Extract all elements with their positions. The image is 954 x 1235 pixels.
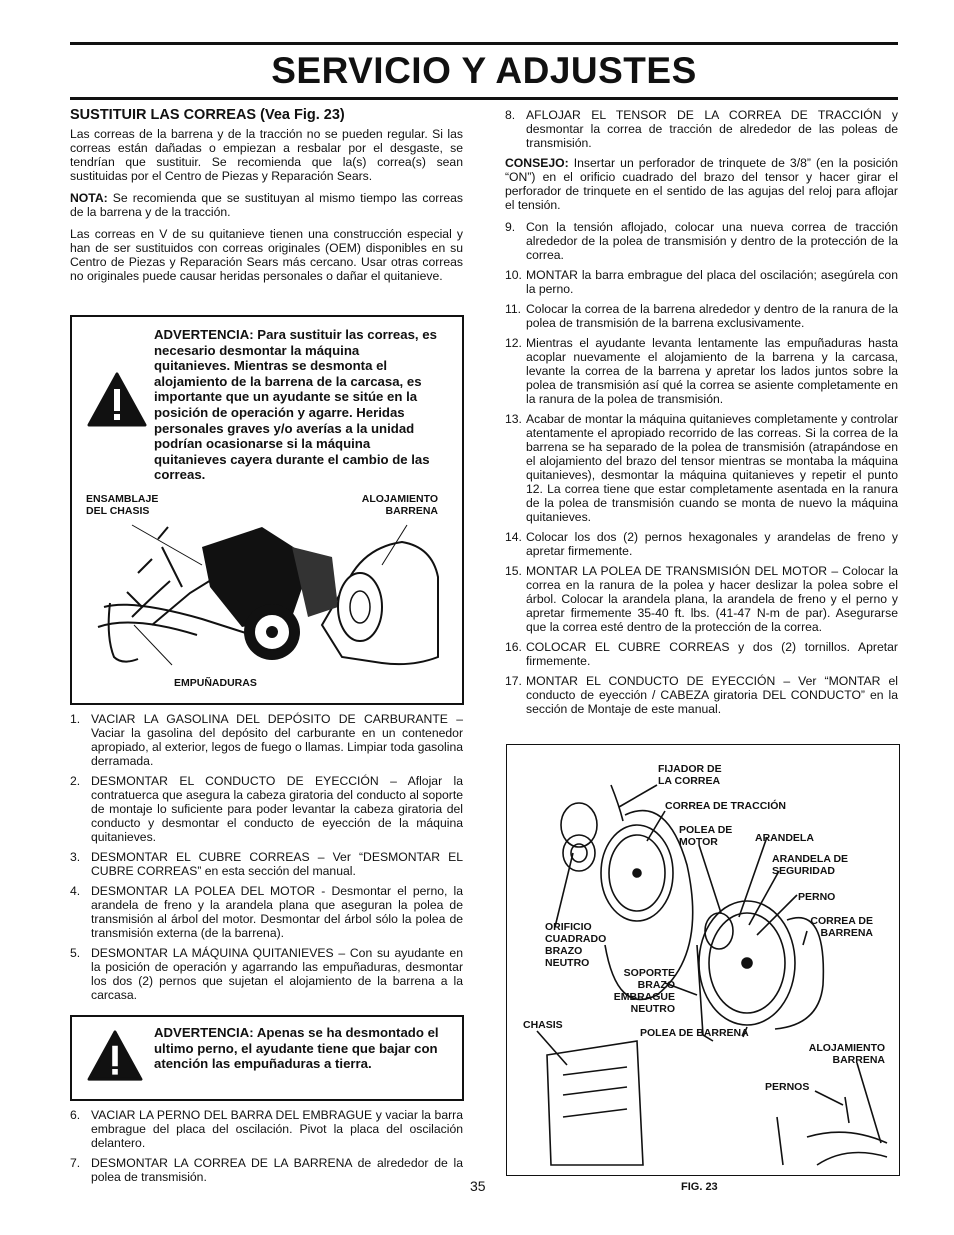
label-alojamiento-barrena: ALOJAMIENTO BARRENA (361, 493, 438, 517)
step-text: y desmontar la correa de tracción de alrededor de las poleas de transmisión. (526, 108, 898, 150)
step-text: Acabar de montar la máquina quitanieves completamente y controlar atentamente el apropiado recorrido de las correas. Si la correa de la barrena se ha separado de la polea de transmisión (atrapándose en el alojamiento del brazo del tensor mientras se montaba la máquina quitanieves), desmontar la máquina quitanieves y repetir el punto 12. La correa tiene que estar completamente asentada en la ranura de la polea de transmisión cuando se monta de nuevo la máquina quitanieves. (526, 412, 898, 524)
step-item (70, 850, 463, 878)
step-item (505, 640, 898, 668)
step-item (505, 564, 898, 634)
title-underline (70, 97, 898, 100)
step-number: 9. (505, 220, 516, 234)
note-label: NOTA: (70, 191, 108, 205)
step-lead: DESMONTAR EL CUBRE CORREAS (91, 850, 310, 864)
step-text: y vaciar la barra embrague del placa del oscilación. Pivot la placa del oscilación delantero. (91, 1108, 463, 1150)
step-text: Mientras el ayudante levanta lentamente las empuñaduras hasta acoplar nuevamente el alojamiento de la barrena y la carcasa, levante la correa de la barrena y apretar los lados juntos sobre la polea de transmisión así qué la correa se asiente completamente en la ranura de la polea de transmisión. (526, 336, 898, 406)
warning-box-2 (70, 1015, 464, 1101)
tip-paragraph (505, 156, 898, 212)
step-number: 15. (505, 564, 522, 578)
step-lead: MONTAR EL CONDUCTO DE EYECCIÓN (526, 674, 776, 688)
step-text: - Desmontar el perno, la arandela de freno y la arandela plana que aseguran la polea de transmisión al árbol del motor. Desmontar del árbol sólo la polea de transmisión externa (de la barrena). (91, 884, 464, 940)
label-soporte-brazo: SOPORTE BRAZO EMBRAGUE NEUTRO (613, 967, 675, 1015)
steps-left-b (70, 1108, 463, 1190)
step-item (70, 712, 463, 768)
snowblower-illustration (92, 507, 442, 677)
left-column (70, 108, 463, 291)
step-number: 5. (70, 946, 81, 960)
step-text: y dos (2) tornillos. Apretar firmemente. (526, 640, 898, 668)
step-item (505, 302, 898, 330)
step-item (70, 884, 463, 940)
step-lead: MONTAR LA POLEA DE TRANSMISIÓN DEL MOTOR (526, 564, 828, 578)
step-text: – Con su ayudante en la posición de operación y agarrando las empuñaduras, desmontar los dos (2) pernos que sujetan el alojamiento de la barrena a la carcasa. (91, 946, 463, 1002)
step-number: 12. (505, 336, 522, 350)
note-text: Se recomienda que se sustituyan al mismo tiempo las correas de la barrena y de la tracción. (70, 191, 464, 219)
step-text: – Colocar la correa en la ranura de la polea y hacer deslizar la polea sobre el árbol. Colocar la arandela plana, la arandela de freno y el perno y apretar firmemente 35-40 ft. lbs. (41-47 N-m de par). Asegurarse que la correa esté dentro de la protección de la correa. (526, 564, 898, 634)
step-number: 8. (505, 108, 516, 122)
step-lead: DESMONTAR LA MÁQUINA QUITANIEVES (91, 946, 334, 960)
label-correa-traccion: CORREA DE TRACCIÓN (665, 800, 786, 812)
step-lead: VACIAR LA GASOLINA DEL DEPÓSITO DE CARBURANTE (91, 712, 448, 726)
step-item (70, 946, 463, 1002)
step-text: Colocar la correa de la barrena alrededor y dentro de la ranura de la polea de transmisión de la barrena exclusivamente. (526, 302, 898, 330)
step-number: 17. (505, 674, 522, 688)
step-lead: MONTAR (526, 268, 578, 282)
step-lead: COLOCAR EL CUBRE CORREAS (526, 640, 730, 654)
label-ensamblaje-chasis: ENSAMBLAJE DEL CHASIS (86, 493, 159, 517)
label-chasis: CHASIS (523, 1019, 563, 1031)
step-text: de alrededor de la polea de transmisión. (91, 1156, 463, 1184)
section-heading: SUSTITUIR LAS CORREAS (Vea Fig. 23) (70, 107, 345, 123)
label-perno: PERNO (798, 891, 836, 903)
step-item (505, 674, 898, 716)
step-item (505, 412, 898, 524)
step-text: – Ver “DESMONTAR EL CUBRE CORREAS” en esta sección del manual. (91, 850, 463, 878)
step-lead: VACIAR LA PERNO DEL BARRA DEL EMBRAGUE (91, 1108, 373, 1122)
step-text: Colocar los dos (2) pernos hexagonales y arandelas de freno y apretar firmemente. (526, 530, 898, 558)
label-arandela: ARANDELA (755, 832, 814, 844)
right-column (505, 108, 898, 722)
warning-box-1 (70, 315, 464, 705)
step-number: 2. (70, 774, 81, 788)
step-number: 14. (505, 530, 522, 544)
label-empunaduras: EMPUÑADURAS (174, 677, 257, 689)
step-number: 3. (70, 850, 81, 864)
warning-1-text: ADVERTENCIA: Para sustituir las correas, es necesario desmontar la máquina quitanieves. Mientras se desmonta el alojamiento de la barrena de la carcasa, es importante que un ayudante se sitúe en la posición de operación y agarre. Heridas personales graves y/o averías a la unidad podrían ocasionarse si la máquina quitanieves cayera durante el cambio de las correas. (154, 327, 437, 483)
warning-2-text: ADVERTENCIA: Apenas se ha desmontado el ultimo perno, el ayudante tiene que bajar con atención las empuñaduras a tierra. (154, 1025, 439, 1072)
top-rule (70, 42, 898, 45)
label-polea-barrena: POLEA DE BARRENA (640, 1027, 749, 1039)
label-correa-barrena: CORREA DE BARRENA (810, 915, 873, 939)
step-item (505, 108, 898, 150)
step-lead: DESMONTAR LA CORREA DE LA BARRENA (91, 1156, 352, 1170)
warning-icon (86, 371, 148, 429)
intro-paragraph: Las correas de la barrena y de la tracción no se pueden regular. Si las correas están dañadas o empiezan a resbalar por el desgaste, se tendrían que sustituir. Se recomienda que la(s) correa(s) sean sustituidas por el Centro de Piezas y Reparación Sears. (70, 127, 463, 183)
label-arandela-seguridad: ARANDELA DE SEGURIDAD (772, 853, 849, 877)
step-lead: AFLOJAR EL TENSOR DE LA CORREA DE TRACCIÓN (526, 108, 882, 122)
vbelt-paragraph: Las correas en V de su quitanieve tienen una construcción especial y han de ser sustituidos con correas originales (OEM) disponibles en su Centro de Piezas y Reparación Sears más cercano. Usar otras correas no originales puede causar heridas personales o dañar el quitanieve. (70, 227, 463, 283)
step-item (70, 1108, 463, 1150)
label-orificio-cuadrado: ORIFICIO CUADRADO BRAZO NEUTRO (545, 921, 607, 969)
label-alojamiento-barrena-fig23: ALOJAMIENTO BARRENA (808, 1042, 885, 1066)
step-lead: DESMONTAR EL CONDUCTO DE EYECCIÓN (91, 774, 379, 788)
tip-label: CONSEJO: (505, 156, 569, 170)
figure-23 (506, 744, 900, 1176)
step-text: – Aflojar la contratuerca que asegura la cabeza giratoria del conducto al soporte de montaje lo suficiente para poder levantar la cabeza giratoria del conducto y desmontar el conducto de eyección de la máquina quitanieves. (91, 774, 463, 844)
step-item (70, 1156, 463, 1184)
step-number: 4. (70, 884, 81, 898)
label-fijador-correa: FIJADOR DE LA CORREA (658, 763, 722, 787)
step-number: 11. (505, 302, 522, 316)
warning-icon (86, 1029, 144, 1083)
step-text: Con la tensión aflojado, colocar una nueva correa de tracción alrededor de la polea de transmisión y dentro de la protección de la correa. (526, 220, 898, 262)
step-lead: DESMONTAR LA POLEA DEL MOTOR (91, 884, 316, 898)
page-title: SERVICIO Y ADJUSTES (271, 50, 697, 91)
step-item (505, 220, 898, 262)
step-item (505, 336, 898, 406)
step-item (505, 530, 898, 558)
step-number: 6. (70, 1108, 81, 1122)
step-text: – Ver “MONTAR el conducto de eyección / CABEZA giratoria DEL CONDUCTO” en la sección de Montaje de este manual. (526, 674, 898, 716)
figure-caption: FIG. 23 (681, 1181, 718, 1193)
label-polea-motor: POLEA DE MOTOR (679, 824, 733, 848)
step-item (505, 268, 898, 296)
step-number: 13. (505, 412, 522, 426)
step-text: la barra embrague del placa del oscilación; asegúrela con la perno. (526, 268, 898, 296)
step-number: 7. (70, 1156, 81, 1170)
page-number: 35 (470, 1178, 486, 1194)
step-item (70, 774, 463, 844)
step-number: 10. (505, 268, 522, 282)
label-pernos: PERNOS (765, 1081, 810, 1093)
steps-left-a (70, 712, 463, 1008)
tip-text: Insertar un perforador de trinquete de 3/8” (en la posición “ON”) en el orificio cuadrado del brazo del tensor y hacer girar el perforador de trinquete en el sentido de las agujas del reloj para aflojar el tensión. (505, 156, 899, 212)
step-number: 1. (70, 712, 81, 726)
note-paragraph (70, 191, 463, 219)
step-text: – Vaciar la gasolina del depósito del carburante en un contenedor apropiado, al exterior, legos de fuego o llamas. Limpiar toda gasolina derramada. (91, 712, 463, 768)
step-number: 16. (505, 640, 522, 654)
